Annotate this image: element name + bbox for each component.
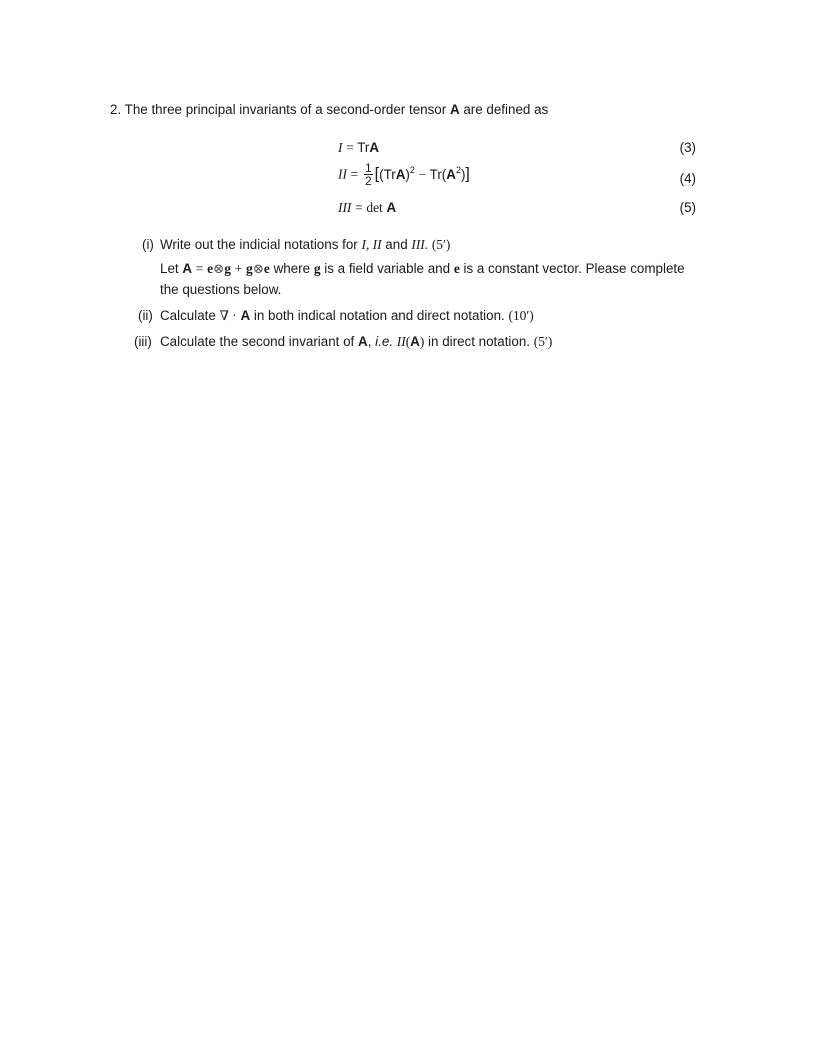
eq5-equals: =: [355, 200, 363, 215]
eq4-bracket-open: [: [374, 165, 380, 183]
eq4-frac-denominator: 2: [364, 174, 372, 188]
eq4-bracket-close: ]: [465, 165, 470, 183]
intro-text: The three principal invariants of a second-order tensor: [124, 102, 447, 117]
eq3-tr: Tr: [357, 140, 370, 155]
eq4-number: (4): [679, 171, 696, 186]
eq4-equals: =: [350, 166, 359, 182]
item-iii-text: Calculate the second invariant of A, i.e. II(A) in direct notation. (5′): [160, 334, 553, 349]
item-i-points: (5′): [431, 237, 451, 252]
eq4-frac-numerator: 1: [364, 161, 372, 175]
eq5-tensor: A: [386, 200, 397, 215]
eq4-expr: $(TrA)^2 - Tr(A^2)$: [379, 164, 466, 182]
item-ii-label: (ii): [138, 308, 153, 323]
eq5-det: det: [366, 200, 383, 215]
definition-line-2: the questions below.: [160, 282, 282, 297]
definition-line-1: Let A = e⊗g + g⊗e where g is a field variable and e is a constant vector. Please complete: [160, 261, 685, 276]
tensor-symbol: A: [449, 102, 460, 117]
eq4-lhs: II: [338, 166, 347, 182]
eq5-number: (5): [679, 200, 696, 215]
problem-intro: [110, 102, 548, 117]
item-i-text: Write out the indicial notations for I, II and III. (5′): [160, 237, 451, 252]
item-ii-text: Calculate ∇ · A in both indical notation and direct notation. (10′): [160, 308, 534, 323]
item-ii-points: (10′): [508, 308, 534, 323]
item-iii-label: (iii): [134, 334, 152, 349]
eq4-fraction: [364, 162, 373, 187]
problem-number: 2.: [110, 102, 122, 117]
eq3-equals: =: [346, 140, 354, 155]
eq5-lhs: III: [338, 200, 352, 215]
item-iii-points: (5′): [533, 334, 553, 349]
eq3-number: (3): [679, 140, 696, 155]
eq3-tensor: A: [369, 140, 380, 155]
intro-text-end: are defined as: [463, 102, 549, 117]
item-i-label: (i): [142, 237, 154, 252]
eq3-lhs: I: [338, 140, 343, 155]
